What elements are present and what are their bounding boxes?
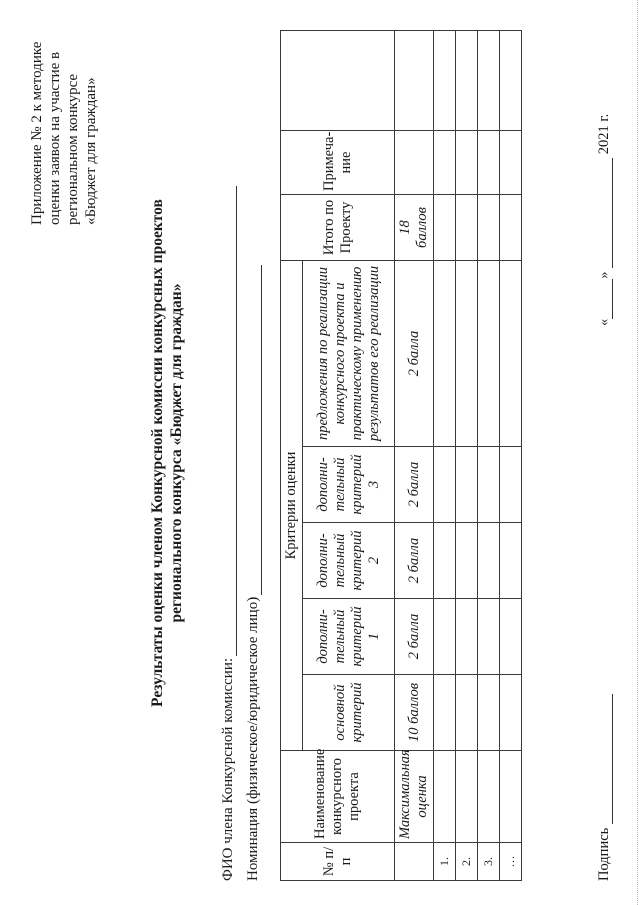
header-note: Примеча-ние <box>281 130 395 194</box>
cell <box>456 523 478 599</box>
cell <box>456 447 478 523</box>
cell <box>434 751 456 843</box>
max-score-row <box>395 30 434 880</box>
max-main-value: 10 баллов <box>395 675 434 751</box>
header-main-criterion: основной критерий <box>303 675 395 751</box>
cell <box>500 599 522 675</box>
cell <box>478 260 500 446</box>
cell <box>500 130 522 194</box>
header-project-name: Наименование конкурсного проекта <box>281 751 395 843</box>
nomination-label: Номинация (физическое/юридическое лицо) <box>245 596 261 881</box>
cell <box>478 675 500 751</box>
header-extra-blank <box>281 30 395 130</box>
appendix-line: Приложение № 2 к методике <box>29 41 45 225</box>
cell <box>434 194 456 260</box>
cell <box>500 675 522 751</box>
max-add2-value: 2 балла <box>395 523 434 599</box>
fio-blank-line <box>222 186 237 656</box>
cell <box>500 447 522 523</box>
cell <box>478 447 500 523</box>
header-criteria-group: Критерии оценки <box>281 260 303 750</box>
appendix-line: оценки заявок на участие в <box>47 51 63 225</box>
cell <box>478 194 500 260</box>
cell <box>434 260 456 446</box>
date-open-quote: « <box>596 318 612 326</box>
cell <box>456 751 478 843</box>
cell <box>434 523 456 599</box>
header-additional-criterion-1: дополни-тельный критерий 1 <box>303 599 395 675</box>
row-num: … <box>500 843 522 881</box>
header-num: № п/п <box>281 843 395 881</box>
max-proposals-value: 2 балла <box>395 260 434 446</box>
fio-label: ФИО члена Конкурсной комиссии: <box>220 657 236 881</box>
cell <box>500 260 522 446</box>
cell <box>456 130 478 194</box>
signature-blank-line <box>599 694 613 824</box>
row-num: 1. <box>434 843 456 881</box>
table-row <box>434 30 456 880</box>
max-total-value: 18 баллов <box>395 194 434 260</box>
table-row <box>456 30 478 880</box>
max-row-num <box>395 843 434 881</box>
date-close-quote: » <box>596 271 612 279</box>
cell <box>434 675 456 751</box>
max-extra-cell <box>395 30 434 130</box>
cell <box>500 523 522 599</box>
cell <box>456 599 478 675</box>
signature-field <box>596 694 613 881</box>
evaluation-table <box>280 30 522 881</box>
date-day-blank <box>599 279 613 319</box>
cell <box>434 30 456 130</box>
max-add1-value: 2 балла <box>395 599 434 675</box>
cell <box>434 599 456 675</box>
date-field <box>596 114 613 326</box>
header-total: Итого по Проекту <box>281 194 395 260</box>
cell <box>478 523 500 599</box>
appendix-line: региональном конкурсе <box>65 73 81 225</box>
title-line-1: Результаты оценки членом Конкурсной комиссии конкурсных проектов <box>149 199 166 707</box>
cell <box>456 260 478 446</box>
max-note-cell <box>395 130 434 194</box>
cell <box>478 751 500 843</box>
header-additional-criterion-3: дополни-тельный критерий 3 <box>303 447 395 523</box>
cell <box>434 130 456 194</box>
cell <box>456 30 478 130</box>
cell <box>478 30 500 130</box>
date-month-blank <box>599 158 613 268</box>
date-year: 2021 г. <box>596 113 612 155</box>
appendix-note <box>28 15 100 225</box>
cell <box>478 130 500 194</box>
nomination-field <box>244 265 262 881</box>
max-add3-value: 2 балла <box>395 447 434 523</box>
table-row <box>500 30 522 880</box>
row-num: 3. <box>478 843 500 881</box>
signature-label: Подпись <box>596 827 612 881</box>
cell <box>500 751 522 843</box>
cell <box>500 30 522 130</box>
row-num: 2. <box>456 843 478 881</box>
max-row-label: Максимальная оценка <box>395 751 434 843</box>
cell <box>456 675 478 751</box>
appendix-line: «Бюджет для граждан» <box>83 77 99 225</box>
document-title <box>148 13 186 893</box>
cell <box>500 194 522 260</box>
header-proposals-criterion: предложения по реализации конкурсного проекта и практическому применению результатов его реализации <box>303 260 395 446</box>
table-row <box>478 30 500 880</box>
nomination-blank-line <box>247 265 262 595</box>
cell <box>456 194 478 260</box>
cell <box>434 447 456 523</box>
cell <box>478 599 500 675</box>
title-line-2: регионального конкурса «Бюджет для граждан» <box>168 283 185 623</box>
scan-edge <box>636 0 638 905</box>
rotated-document-page <box>8 13 628 893</box>
fio-field <box>219 186 237 881</box>
header-additional-criterion-2: дополни-тельный критерий 2 <box>303 523 395 599</box>
